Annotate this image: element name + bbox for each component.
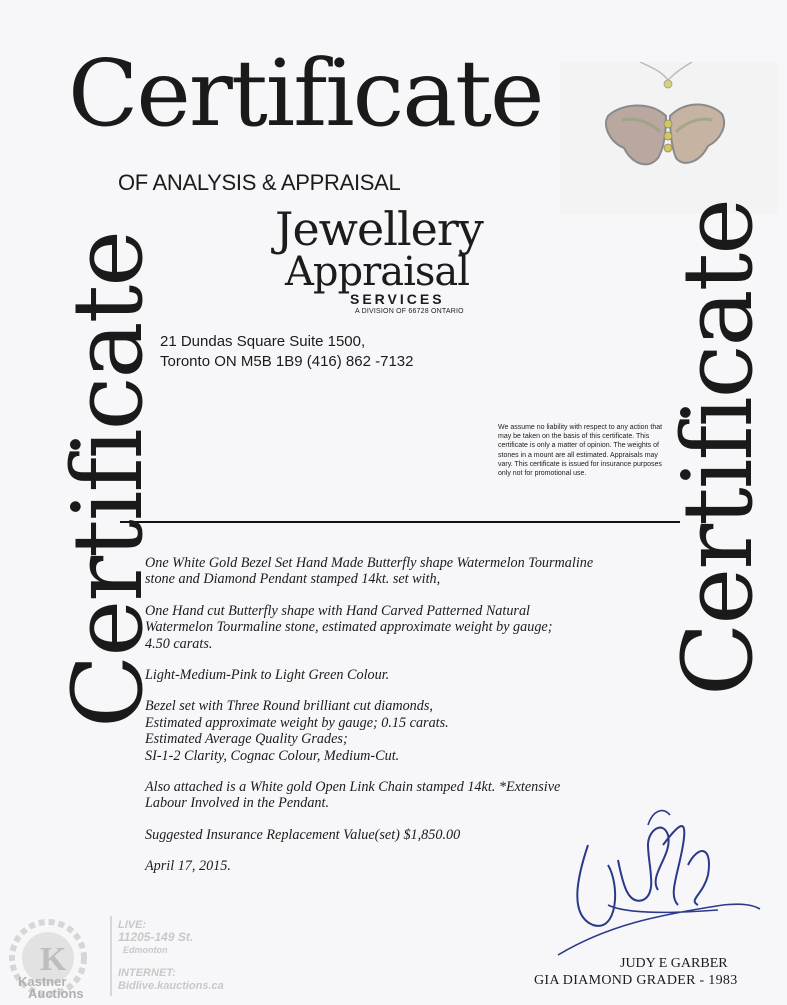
grader-name: JUDY E GARBER <box>620 956 728 971</box>
paragraph-stone-description <box>145 603 665 652</box>
text-line: Also attached is a White gold Open Link Chain stamped 14kt. *Extensive <box>145 779 561 796</box>
text-line: Bezel set with Three Round brilliant cut diamonds, <box>145 698 433 715</box>
address-block <box>160 332 413 372</box>
disclaimer-text: We assume no liability with respect to any action that may be taken on the basis of this certificate. This certificate is only a matter of opinion. The weights of stones in a mount are all estimated. Appraisals may vary. This certificate is issued for insurance purposes only not for promotional use. <box>498 424 663 478</box>
certificate-title: Certificate <box>68 40 543 147</box>
pendant-photo <box>560 62 778 214</box>
text-line: One Hand cut Butterfly shape with Hand Carved Patterned Natural <box>145 602 530 619</box>
grader-title: GIA DIAMOND GRADER - 1983 <box>534 973 738 988</box>
logo-line-1: Jewellery <box>275 202 483 256</box>
paragraph-diamonds <box>145 698 665 764</box>
logo-line-2: Appraisal <box>285 249 470 295</box>
logo-services: SERVICES <box>350 291 445 307</box>
logo-brand-line-1: Kastner <box>18 974 67 989</box>
text-line: Light-Medium-Pink to Light Green Colour. <box>145 667 390 684</box>
butterfly-pendant-image <box>560 62 778 214</box>
divider-rule <box>120 521 680 523</box>
svg-text:K: K <box>40 941 67 978</box>
watermark-divider <box>110 916 112 996</box>
text-line: Estimated Average Quality Grades; <box>145 731 348 748</box>
handwritten-signature <box>548 805 768 975</box>
appraisal-date: April 17, 2015. <box>145 858 231 875</box>
watermark-live-address: 11205-149 St. <box>118 930 194 944</box>
text-line: Suggested Insurance Replacement Value(set) $1,850.00 <box>145 826 461 843</box>
kastner-auctions-logo <box>0 910 110 1000</box>
text-line: Labour Involved in the Pendant. <box>145 795 330 812</box>
text-line: SI-1-2 Clarity, Cognac Colour, Medium-Cut. <box>145 747 400 764</box>
text-line: stone and Diamond Pendant stamped 14kt. set with, <box>145 571 441 588</box>
text-line: Estimated approximate weight by gauge; 0.15 carats. <box>145 714 449 731</box>
watermark-internet-label: INTERNET: <box>118 967 176 979</box>
logo-division: A DIVISION OF 66728 ONTARIO <box>355 308 464 315</box>
text-line: Watermelon Tourmaline stone, estimated approximate weight by gauge; <box>145 619 553 636</box>
certificate-subtitle: OF ANALYSIS & APPRAISAL <box>118 170 401 195</box>
address-line-2: Toronto ON M5B 1B9 (416) 862 -7132 <box>160 353 414 370</box>
side-label-right: Certificate <box>662 199 774 697</box>
paragraph-item-description <box>145 555 665 588</box>
side-label-left: Certificate <box>52 231 164 729</box>
logo-brand-line-2: Auctions <box>28 986 84 1000</box>
signature <box>548 805 768 980</box>
text-line: One White Gold Bezel Set Hand Made Butterfly shape Watermelon Tourmaline <box>145 555 594 571</box>
watermark-internet-url[interactable]: Bidlive.kauctions.ca <box>118 980 224 992</box>
address-line-1: 21 Dundas Square Suite 1500, <box>160 333 366 350</box>
paragraph-colour <box>145 667 665 683</box>
watermark-live-city: Edmonton <box>123 945 168 955</box>
watermark-live-label: LIVE: <box>118 919 147 931</box>
text-line: 4.50 carats. <box>145 635 213 652</box>
